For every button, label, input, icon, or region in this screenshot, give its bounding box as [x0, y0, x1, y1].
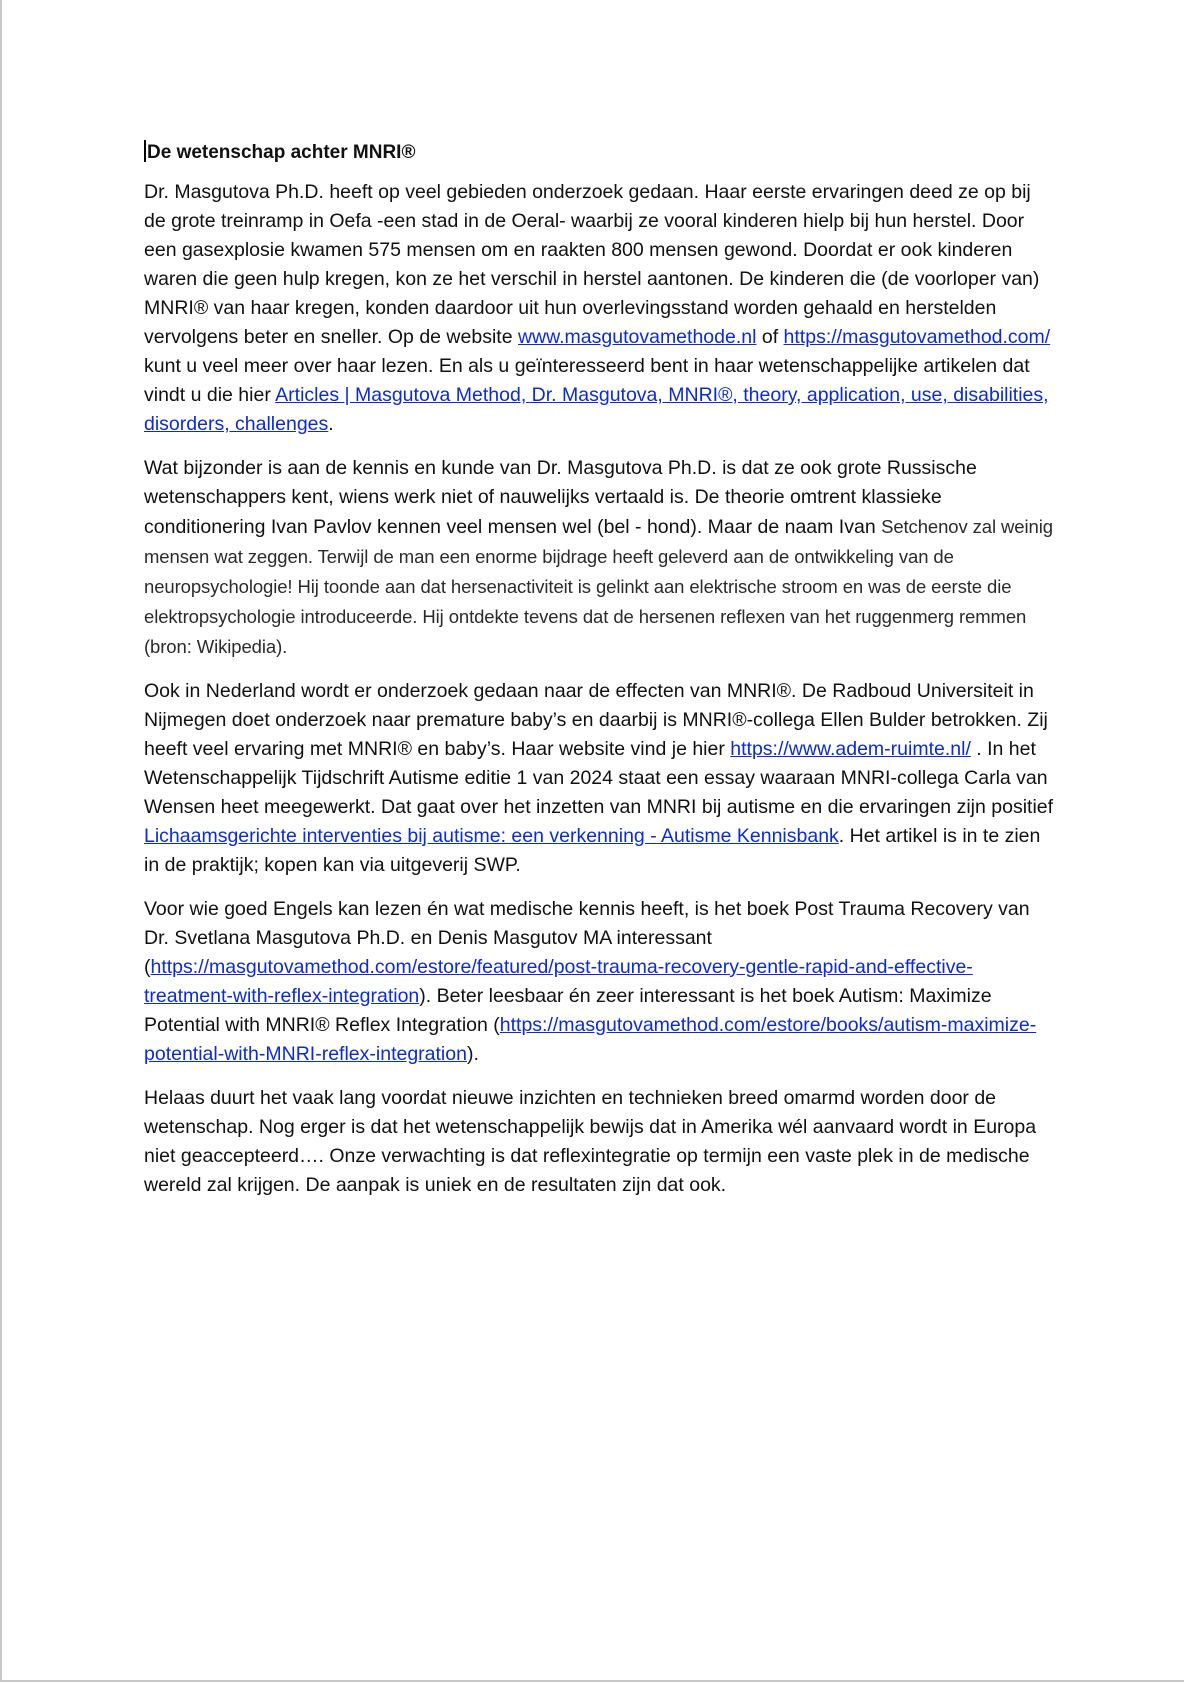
paragraph-text: Voor wie goed Engels kan lezen én wat medische kennis heeft, is het boek Post Trauma Recovery van Dr. Svetlana Masgutova Ph.D. en Denis Masgutov MA interessant ( [144, 898, 1030, 978]
paragraph-text: Helaas duurt het vaak lang voordat nieuwe inzichten en technieken breed omarmd worden door de wetenschap. Nog erger is dat het wetenschappelijk bewijs dat in Amerika wél aanvaard wordt in Europa niet geaccepteerd…. Onze verwachting is dat reflexintegratie op termijn een vaste plek in de medische wereld zal krijgen. De aanpak is uniek en de resultaten zijn dat ook. [144, 1087, 1037, 1196]
document-heading [144, 140, 1054, 166]
paragraph-text: . In het Wetenschappelijk Tijdschrift Autisme editie 1 van 2024 staat een essay waaraan MNRI-collega Carla van Wensen heet meegewerkt. Dat gaat over het inzetten van MNRI bij autisme en die ervaringen zijn positief [144, 738, 1054, 818]
paragraph-russian-scientists [144, 454, 1054, 662]
paragraph-text: ). Beter leesbaar én zeer interessant is het boek Autism: Maximize Potential with MNRI® Reflex Integration ( [144, 985, 992, 1036]
link-articles[interactable]: Articles | Masgutova Method, Dr. Masgutova, MNRI®, theory, application, use, disabilities, disorders, challenges [144, 384, 1049, 435]
paragraph-text: kunt u veel meer over haar lezen. En als u geïnteresseerd bent in haar wetenschappelijke artikelen dat vindt u die hier [144, 355, 1030, 406]
paragraph-text-small: Setchenov zal weinig mensen wat zeggen. Terwijl de man een enorme bijdrage heeft geleverd aan de ontwikkeling van de neuropsychologie! Hij toonde aan dat hersenactiviteit is gelinkt aan elektrische stroom en was de eerste die elektropsychologie introduceerde. Hij ontdekte tevens dat de hersenen reflexen van het ruggenmerg remmen (bron: Wikipedia). [144, 516, 1053, 657]
text-cursor [144, 140, 146, 162]
paragraph-text: of [756, 326, 784, 348]
paragraph-text: Ook in Nederland wordt er onderzoek gedaan naar de effecten van MNRI®. De Radboud Universiteit in Nijmegen doet onderzoek naar premature baby’s en daarbij is MNRI®-collega Ellen Bulder betrokken. Zij heeft veel ervaring met MNRI® en baby’s. Haar website vind je hier [144, 680, 1048, 760]
paragraph-conclusion [144, 1084, 1054, 1200]
link-masgutovamethode-nl[interactable]: www.masgutovamethode.nl [517, 326, 757, 348]
paragraph-netherlands-research [144, 677, 1054, 880]
link-adem-ruimte[interactable]: https://www.adem-ruimte.nl/ [730, 738, 971, 760]
link-masgutovamethod-com[interactable]: https://masgutovamethod.com/ [783, 326, 1051, 348]
document-body[interactable] [144, 140, 1054, 1215]
paragraph-masgutova-intro [144, 178, 1054, 439]
link-autism-maximize-potential[interactable]: https://masgutovamethod.com/estore/books/autism-maximize-potential-with-MNRI-reflex-integration [144, 1014, 1037, 1065]
link-post-trauma-recovery[interactable]: https://masgutovamethod.com/estore/featured/post-trauma-recovery-gentle-rapid-and-effective-treatment-with-reflex-integration [144, 956, 973, 1007]
link-autisme-kennisbank[interactable]: Lichaamsgerichte interventies bij autisme: een verkenning - Autisme Kennisbank [144, 825, 839, 847]
paragraph-text: Dr. Masgutova Ph.D. heeft op veel gebieden onderzoek gedaan. Haar eerste ervaringen deed ze op bij de grote treinramp in Oefa -een stad in de Oeral- waarbij ze vooral kinderen hielp bij hun herstel. Door een gasexplosie kwamen 575 mensen om en raakten 800 mensen gewond. Doordat er ook kinderen waren die geen hulp kregen, kon ze het verschil in herstel aantonen. De kinderen die (de voorloper van) MNRI® van haar kregen, konden daardoor uit hun overlevingsstand worden gehaald en herstelden vervolgens beter en sneller. Op de website [144, 181, 1040, 348]
paragraph-text: . Het artikel is in te zien in de praktijk; kopen kan via uitgeverij SWP. [144, 825, 1041, 876]
paragraph-text: Wat bijzonder is aan de kennis en kunde van Dr. Masgutova Ph.D. is dat ze ook grote Russische wetenschappers kent, wiens werk niet of nauwelijks vertaald is. De theorie omtrent klassieke conditionering Ivan Pavlov kennen veel mensen wel (bel - hond). Maar de naam Ivan [144, 457, 977, 538]
paragraph-books [144, 895, 1054, 1069]
paragraph-text: . [328, 413, 334, 435]
heading-text: De wetenschap achter MNRI® [147, 142, 416, 163]
paragraph-text: ). [466, 1043, 479, 1065]
